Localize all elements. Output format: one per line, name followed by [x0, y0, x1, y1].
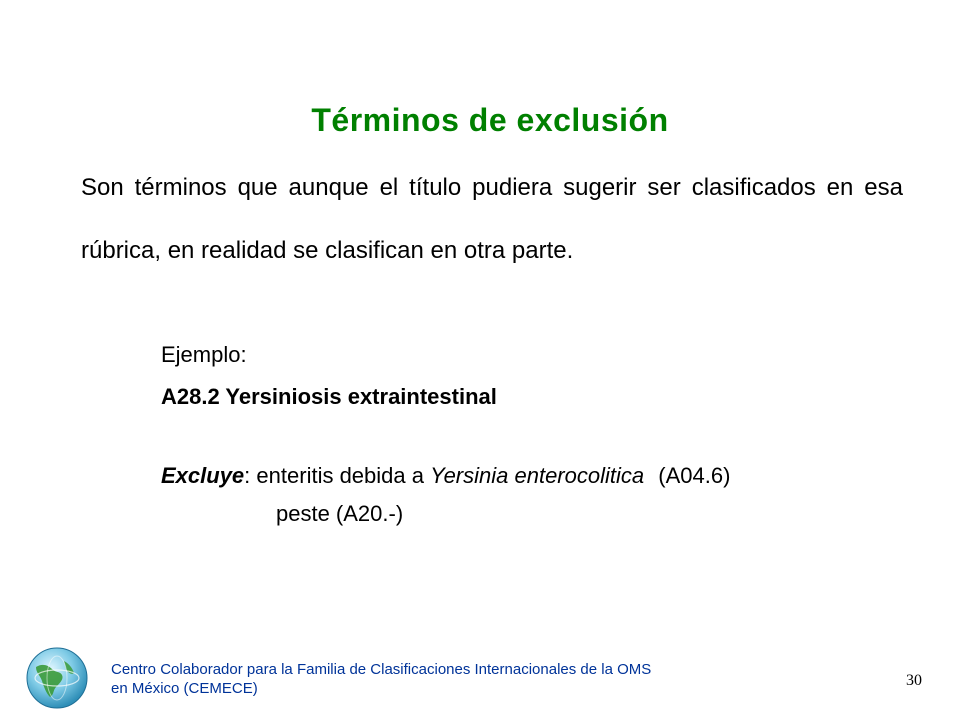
intro-paragraph: Son términos que aunque el título pudiera sugerir ser clasificados en esa rúbrica, en realidad se clasifican en otra parte.	[81, 174, 903, 264]
page-title: Términos de exclusión	[311, 102, 669, 138]
excludes-code: (A04.6)	[658, 463, 731, 488]
excludes-organism: Yersinia enterocolitica	[430, 463, 645, 488]
excludes-prefix: enteritis debida a	[256, 463, 424, 488]
cemece-logo	[26, 647, 88, 709]
globe-logo-icon	[26, 647, 88, 709]
code-title: A28.2 Yersiniosis extraintestinal	[161, 384, 497, 409]
example-label: Ejemplo:	[161, 342, 247, 367]
excludes-separator: :	[244, 463, 251, 488]
page-number: 30	[906, 672, 922, 689]
excludes-line-1	[161, 461, 730, 491]
excludes-line-2: peste (A20.-)	[276, 501, 404, 526]
footer-text: Centro Colaborador para la Familia de Clasificaciones Internacionales de la OMS en México (CEMECE)	[111, 661, 652, 697]
excludes-label: Excluye	[161, 463, 245, 488]
